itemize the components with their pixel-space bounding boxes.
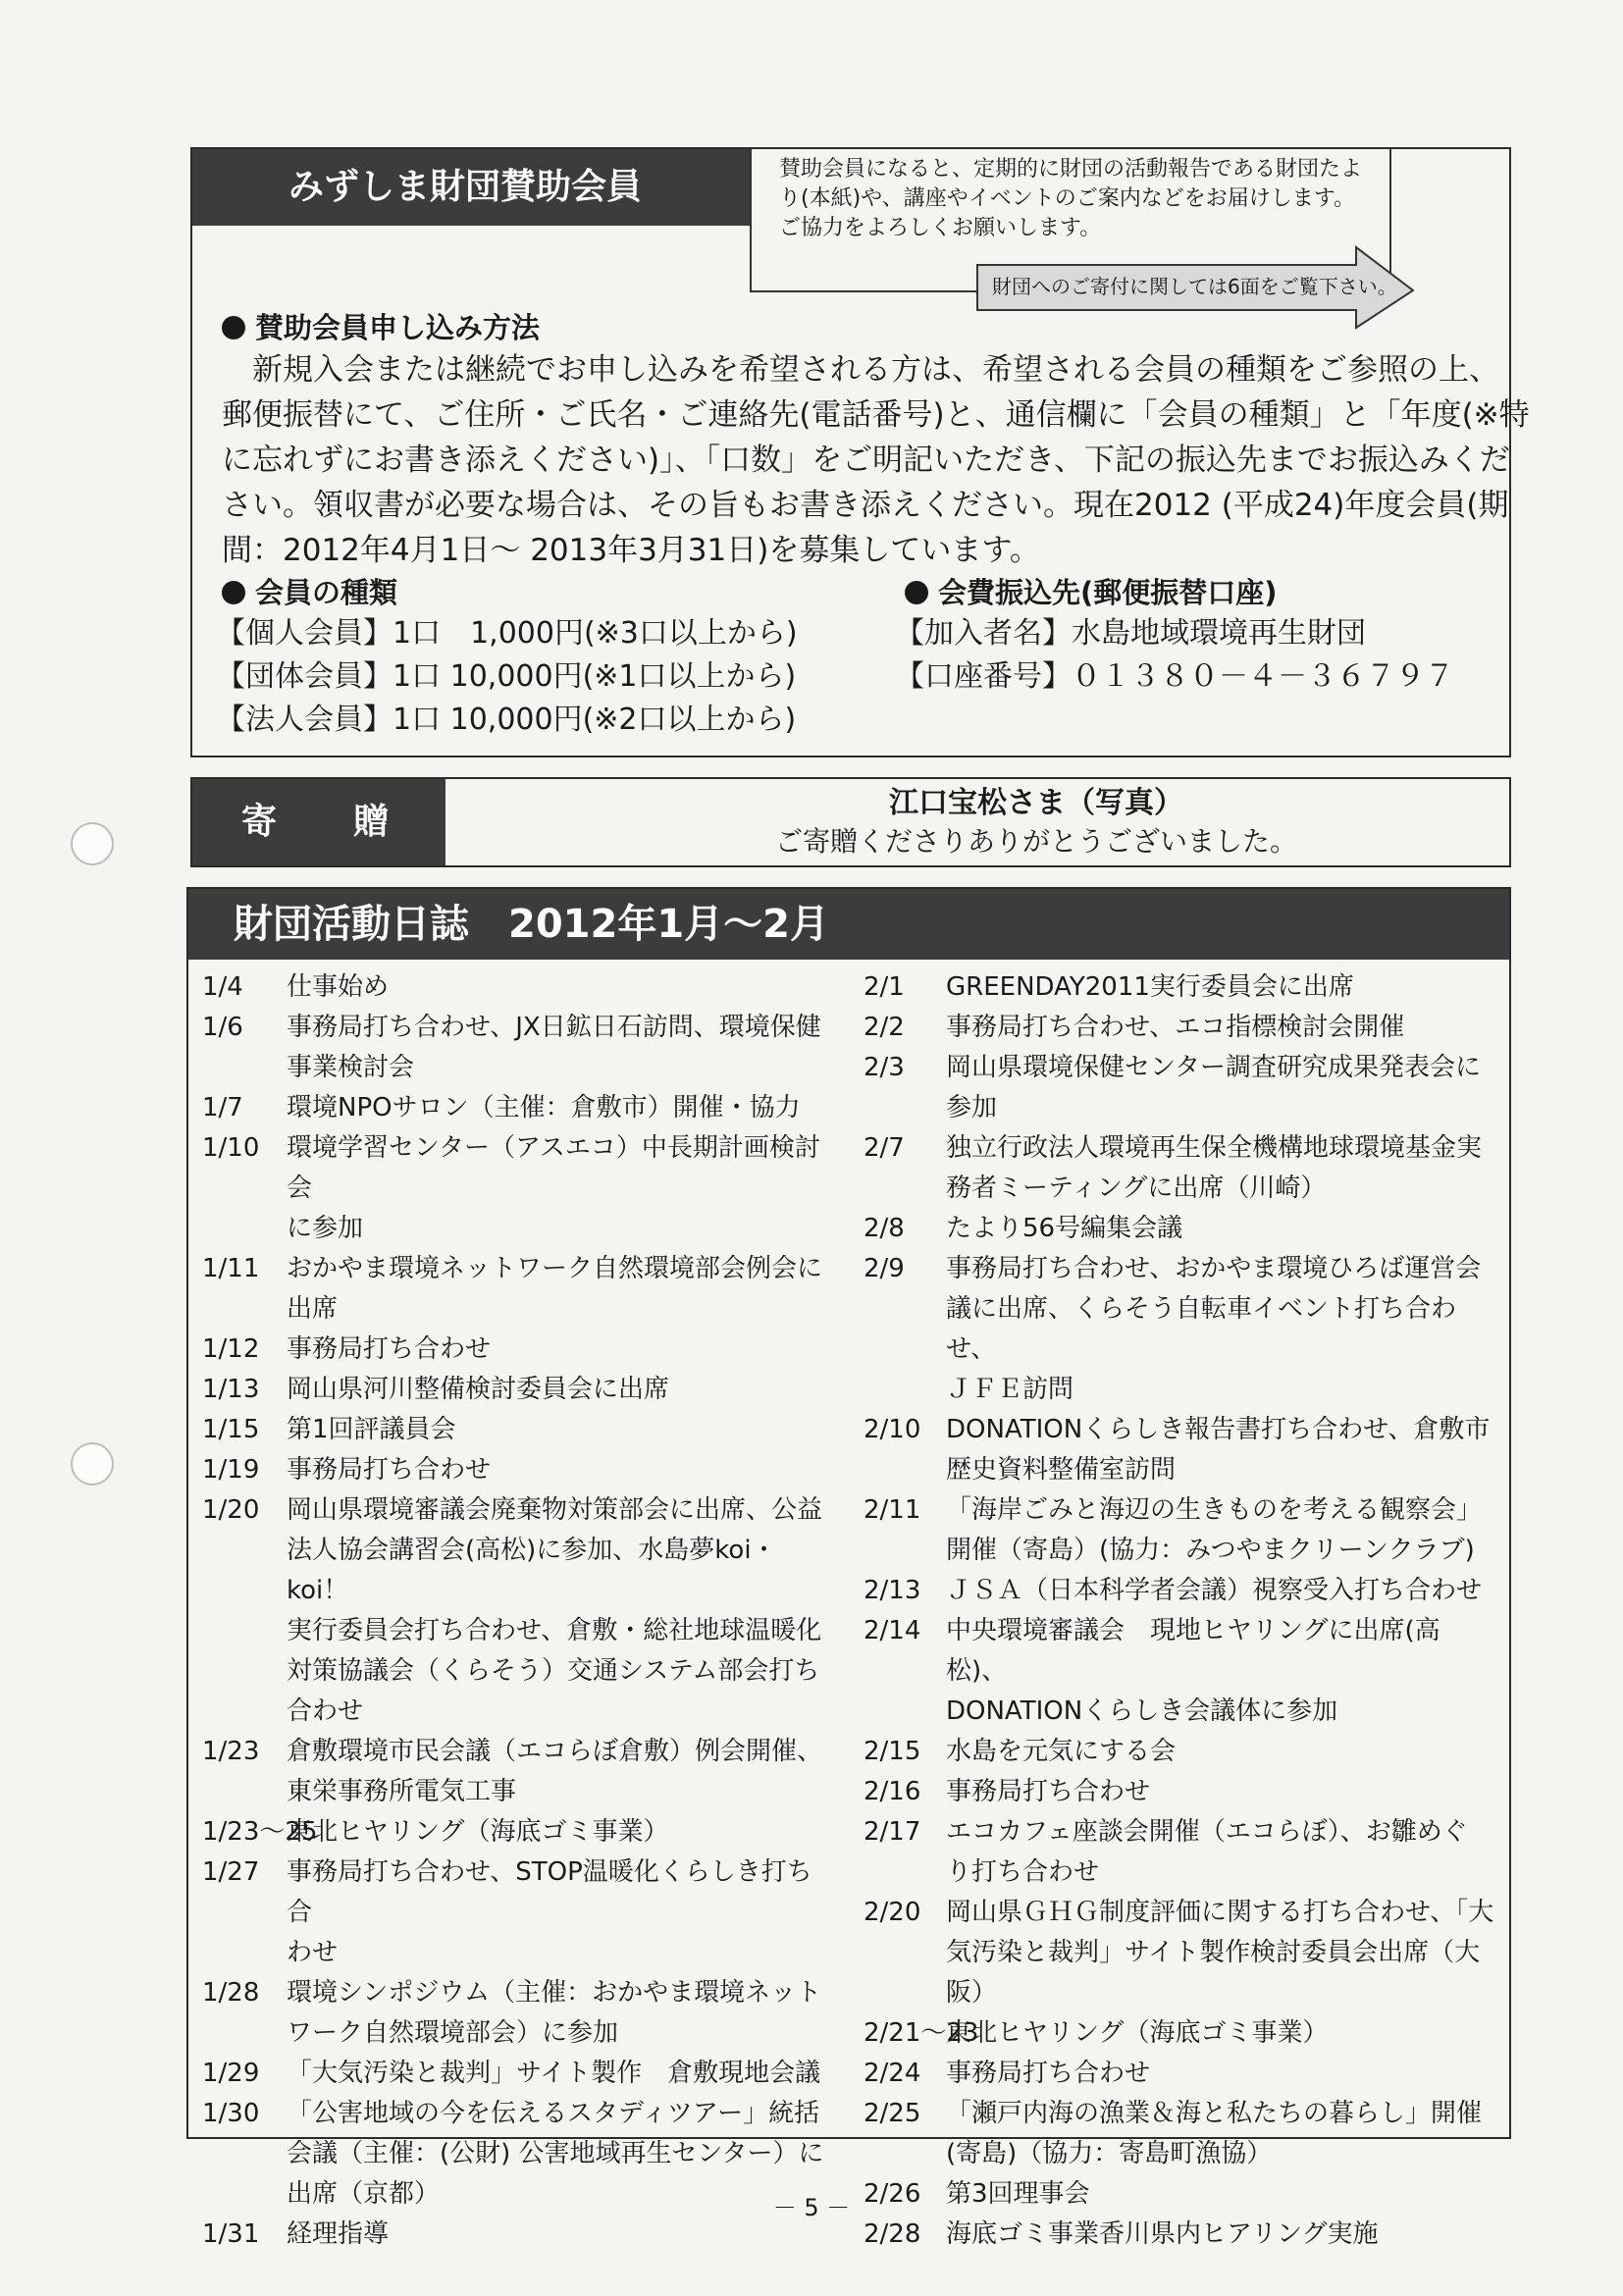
log-entry xyxy=(864,2013,1496,2054)
callout-text: 賛助会員になると、定期的に財団の活動報告である財団たより(本紙)や、講座やイベントのご案内などをお届けします。ご協力をよろしくお願いします。 xyxy=(779,157,1363,240)
log-date: 1/23～25 xyxy=(202,1817,318,1847)
log-date: 1/6 xyxy=(202,1013,243,1042)
donor-name: 江口宝松さま（写真） xyxy=(889,786,1183,820)
log-date: 1/19 xyxy=(202,1455,260,1485)
arrow-note: 財団へのご寄付に関しては6面をご覧下さい。 xyxy=(992,275,1397,298)
log-text: 第3回理事会 xyxy=(946,2179,1090,2209)
log-entry xyxy=(864,1410,1496,1490)
log-entry xyxy=(864,1893,1496,2013)
log-text: 事務局打ち合わせ xyxy=(946,1777,1151,1806)
log-date: 2/9 xyxy=(864,1254,905,1283)
log-date: 2/21～23 xyxy=(864,2018,979,2048)
log-date: 2/7 xyxy=(864,1133,905,1163)
log-text: 東北ヒヤリング（海底ゴミ事業） xyxy=(946,2018,1329,2048)
membership-title: みずしま財団賛助会員 xyxy=(192,149,752,226)
donation-pointer-arrow xyxy=(975,243,1417,330)
log-text: DONATIONくらしき報告書打ち合わせ、倉敷市 歴史資料整備室訪問 xyxy=(946,1415,1491,1485)
activity-log-section xyxy=(186,887,1511,2249)
log-date: 1/23 xyxy=(202,1737,260,1766)
log-entry xyxy=(202,1410,830,1450)
log-text: おかやま環境ネットワーク自然環境部会例会に 出席 xyxy=(287,1254,823,1324)
log-entry xyxy=(864,1048,1496,1128)
apply-paragraph: 新規入会または継続でお申し込みを希望される方は、希望される会員の種類をご参照の上、 郵便振替にて、ご住所・ご氏名・ご連絡先(電話番号)と、通信欄に「会員の種類」と「年度(※特 に忘れずにお書き添えください)」、「口数」をご明記いただき、下記の振込先までお振込みくだ さい。領収書が必要な場合は、その旨もお書き添えください。現在2012 (平成24)年度会員(期 間：2012年4月1日～ 2013年3月31日)を募集しています。 xyxy=(222,352,1530,568)
type-group: 【団体会員】1口 10,000円(※1口以上から) xyxy=(216,659,797,694)
log-text: 独立行政法人環境再生保全機構地球環境基金実 務者ミーティングに出席（川崎） xyxy=(946,1133,1483,1203)
log-entry xyxy=(202,2054,830,2094)
log-entry xyxy=(864,1490,1496,1571)
log-text: 岡山県ＧＨＧ制度評価に関する打ち合わせ、「大 気汚染と裁判」サイト製作検討委員会出席（大阪） xyxy=(946,1898,1494,2008)
log-text: 岡山県環境審議会廃棄物対策部会に出席、公益 法人協会講習会(高松)に参加、水島夢koi・koi！ 実行委員会打ち合わせ、倉敷・総社地球温暖化 対策協議会（くらそう）交通システム部会打ち 合わせ xyxy=(287,1495,823,1726)
log-date: 2/20 xyxy=(864,1898,921,1927)
log-entry xyxy=(202,1812,830,1852)
log-text: GREENDAY2011実行委員会に出席 xyxy=(946,972,1354,1002)
log-entry xyxy=(202,1490,830,1732)
log-entry xyxy=(202,1973,830,2054)
log-entry xyxy=(202,1732,830,1812)
log-text: 事務局打ち合わせ xyxy=(946,2059,1151,2088)
log-entry xyxy=(864,967,1496,1008)
binder-hole-bottom xyxy=(71,1442,114,1486)
log-text: 水島を元気にする会 xyxy=(946,1737,1177,1766)
log-entry xyxy=(202,1008,830,1088)
log-date: 2/14 xyxy=(864,1616,921,1645)
log-text: 事務局打ち合わせ xyxy=(287,1455,492,1485)
log-entry xyxy=(864,1249,1496,1410)
log-entry xyxy=(864,2054,1496,2094)
activity-log-february xyxy=(864,967,1496,2255)
log-text: 事務局打ち合わせ xyxy=(287,1334,492,1364)
log-entry xyxy=(202,1450,830,1490)
log-date: 1/10 xyxy=(202,1133,260,1163)
bullet-icon xyxy=(905,581,928,604)
transfer-account-name: 【加入者名】水島地域環境再生財団 xyxy=(895,616,1366,651)
log-date: 2/16 xyxy=(864,1777,921,1806)
log-text: 環境シンポジウム（主催：おかやま環境ネット ワーク自然環境部会）に参加 xyxy=(287,1978,822,2048)
page-number: － 5 － xyxy=(772,2194,851,2221)
type-corporate: 【法人会員】1口 10,000円(※2口以上から) xyxy=(216,703,797,737)
log-date: 1/20 xyxy=(202,1495,260,1525)
log-date: 1/12 xyxy=(202,1334,260,1364)
log-entry xyxy=(864,1732,1496,1772)
log-entry xyxy=(202,1088,830,1128)
log-date: 1/7 xyxy=(202,1093,243,1122)
log-text: 岡山県河川整備検討委員会に出席 xyxy=(287,1375,670,1404)
log-date: 1/15 xyxy=(202,1415,260,1444)
log-date: 2/24 xyxy=(864,2059,921,2088)
log-entry xyxy=(864,1128,1496,1209)
donation-title: 寄 贈 xyxy=(192,779,445,865)
log-text: 「公害地域の今を伝えるスタディツアー」統括 会議（主催：(公財) 公害地域再生センター）に 出席（京都） xyxy=(287,2099,824,2209)
log-text: 倉敷環境市民会議（エコらぼ倉敷）例会開催、 東栄事務所電気工事 xyxy=(287,1737,823,1806)
log-entry xyxy=(202,1852,830,1973)
transfer-heading: 会費振込先(郵便振替口座) xyxy=(905,571,1278,611)
bullet-icon xyxy=(222,581,245,604)
log-date: 2/11 xyxy=(864,1495,921,1525)
log-text: 経理指導 xyxy=(287,2219,390,2249)
transfer-account-number: 【口座番号】０１３８０－４－３６７９７ xyxy=(895,659,1454,694)
log-entry xyxy=(864,1812,1496,1893)
log-date: 2/3 xyxy=(864,1053,905,1082)
log-entry xyxy=(864,1008,1496,1048)
activity-log-january xyxy=(202,967,830,2255)
log-text: 仕事始め xyxy=(287,972,390,1002)
log-date: 2/15 xyxy=(864,1737,921,1766)
log-date: 2/26 xyxy=(864,2179,921,2209)
log-entry xyxy=(864,1772,1496,1812)
log-date: 1/13 xyxy=(202,1375,260,1404)
log-text: ＪＳＡ（日本科学者会議）視察受入打ち合わせ xyxy=(946,1576,1483,1605)
log-text: 「瀬戸内海の漁業＆海と私たちの暮らし」開催 (寄島)（協力：寄島町漁協） xyxy=(946,2099,1483,2168)
log-entry xyxy=(202,967,830,1008)
log-date: 2/8 xyxy=(864,1214,905,1243)
log-date: 1/31 xyxy=(202,2219,260,2249)
log-text: 事務局打ち合わせ、STOP温暖化くらしき打ち合 わせ xyxy=(287,1857,812,1967)
log-date: 1/28 xyxy=(202,1978,260,2008)
log-entry xyxy=(864,1571,1496,1611)
log-entry xyxy=(864,2094,1496,2174)
log-date: 2/28 xyxy=(864,2219,921,2249)
log-date: 1/30 xyxy=(202,2099,260,2128)
log-date: 2/10 xyxy=(864,1415,921,1444)
log-date: 1/4 xyxy=(202,972,243,1002)
log-entry xyxy=(202,1370,830,1410)
log-entry xyxy=(864,1611,1496,1732)
donation-thanks: ご寄贈くださりありがとうございました。 xyxy=(774,825,1297,858)
log-date: 2/25 xyxy=(864,2099,921,2128)
log-text: 海底ゴミ事業香川県内ヒアリング実施 xyxy=(946,2219,1379,2249)
log-text: 「大気汚染と裁判」サイト製作 倉敷現地会議 xyxy=(287,2059,821,2088)
log-text: エコカフェ座談会開催（エコらぼ）、お雛めぐ り打ち合わせ xyxy=(946,1817,1468,1887)
log-date: 1/27 xyxy=(202,1857,260,1887)
type-individual: 【個人会員】1口 1,000円(※3口以上から) xyxy=(216,616,798,651)
log-entry xyxy=(202,1330,830,1370)
log-text: 事務局打ち合わせ、JX日鉱日石訪問、環境保健 事業検討会 xyxy=(287,1013,821,1082)
donation-section xyxy=(190,777,1511,867)
log-text: 「海岸ごみと海辺の生きものを考える観察会」 開催（寄島）(協力：みつやまクリーンクラブ) xyxy=(946,1495,1483,1565)
log-text: 環境学習センター（アスエコ）中長期計画検討会 に参加 xyxy=(287,1133,820,1243)
log-date: 2/1 xyxy=(864,972,905,1002)
log-text: 東北ヒヤリング（海底ゴミ事業） xyxy=(287,1817,669,1847)
types-heading: 会員の種類 xyxy=(222,571,397,611)
log-text: 第1回評議員会 xyxy=(287,1415,456,1444)
log-text: 環境NPOサロン（主催：倉敷市）開催・協力 xyxy=(287,1093,801,1122)
log-date: 1/11 xyxy=(202,1254,260,1283)
log-text: 事務局打ち合わせ、おかやま環境ひろば運営会 議に出席、くらそう自転車イベント打ち合わせ、 ＪＦＥ訪問 xyxy=(946,1254,1482,1404)
apply-heading: 賛助会員申し込み方法 xyxy=(222,306,540,346)
log-text: 岡山県環境保健センター調査研究成果発表会に 参加 xyxy=(946,1053,1481,1122)
log-text: 事務局打ち合わせ、エコ指標検討会開催 xyxy=(946,1013,1405,1042)
log-date: 2/17 xyxy=(864,1817,921,1847)
log-text: たより56号編集会議 xyxy=(946,1214,1183,1243)
binder-hole-top xyxy=(71,822,114,865)
log-entry xyxy=(202,1128,830,1249)
log-date: 1/29 xyxy=(202,2059,260,2088)
log-date: 2/2 xyxy=(864,1013,905,1042)
log-entry xyxy=(864,1209,1496,1249)
membership-section xyxy=(190,147,1530,757)
log-text: 中央環境審議会 現地ヒヤリングに出席(高松)、 DONATIONくらしき会議体に参加 xyxy=(946,1616,1440,1726)
log-entry xyxy=(202,1249,830,1330)
activity-log-title: 財団活動日誌 2012年1月～2月 xyxy=(188,889,1509,960)
log-date: 2/13 xyxy=(864,1576,921,1605)
bullet-icon xyxy=(222,316,245,339)
